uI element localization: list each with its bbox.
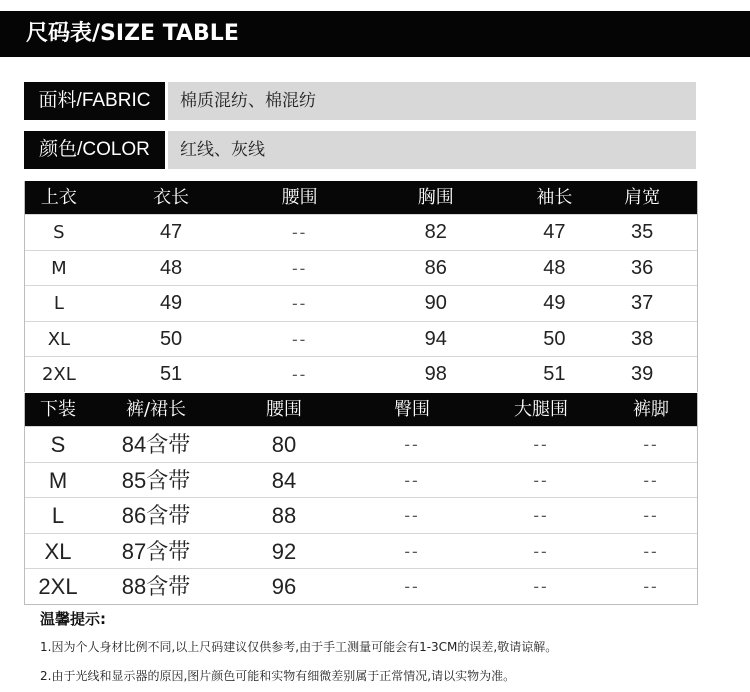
table-cell: -- [643, 506, 659, 525]
table-cell: S [50, 432, 66, 457]
table-cell: -- [292, 223, 308, 242]
header-cell: 大腿围 [514, 399, 568, 420]
header-cell: 臀围 [394, 399, 430, 420]
color-label: 颜色/COLOR [24, 131, 165, 169]
table-row [25, 462, 697, 498]
table-cell: 49 [159, 292, 183, 314]
bottom-size-table [24, 393, 698, 605]
table-row [25, 356, 697, 392]
table-cell: -- [533, 577, 549, 596]
table-cell: 82 [424, 221, 447, 243]
table-cell: 88 [271, 503, 297, 528]
table-cell: S [53, 222, 65, 243]
table-cell: -- [643, 541, 659, 561]
table-row [25, 497, 697, 533]
table-cell: 37 [631, 292, 654, 314]
table-row [25, 214, 697, 250]
table-cell: XL [47, 328, 71, 350]
table-cell: -- [404, 577, 420, 596]
table-cell: L [53, 293, 64, 314]
header-cell: 袖长 [536, 187, 573, 208]
table-row [25, 533, 697, 569]
table-cell: -- [533, 506, 549, 525]
table-cell: -- [292, 329, 308, 349]
header-cell: 上衣 [40, 187, 77, 208]
fabric-label: 面料/FABRIC [24, 82, 165, 120]
table-cell: L [51, 503, 65, 528]
header-cell: 胸围 [417, 187, 454, 208]
fabric-value: 棉质混纺、棉混纺 [168, 82, 696, 120]
table-cell: -- [643, 577, 659, 596]
header-cell: 腰围 [266, 399, 302, 420]
table-cell: 87含带 [121, 538, 191, 564]
table-cell: 38 [631, 327, 654, 350]
table-cell: -- [533, 435, 549, 454]
table-cell: 35 [631, 221, 654, 243]
table-cell: 85含带 [121, 467, 191, 493]
table-cell: 49 [543, 292, 566, 314]
table-cell: 51 [159, 363, 183, 385]
note-item: 2.由于光线和显示器的原因,图片颜色可能和实物有细微差别属于正常情况,请以实物为准。 [40, 669, 516, 683]
header-cell: 下装 [40, 399, 76, 420]
table-cell: -- [404, 541, 420, 561]
table-cell: -- [292, 294, 308, 313]
header-cell: 肩宽 [624, 187, 661, 208]
table-cell: 84 [271, 467, 297, 493]
table-row [25, 321, 697, 357]
table-cell: XL [44, 538, 72, 564]
bottom-table-header [25, 393, 697, 426]
fabric-row [24, 82, 696, 120]
table-cell: 51 [543, 363, 566, 385]
table-cell: 88含带 [121, 574, 191, 599]
table-cell: 94 [424, 327, 447, 350]
header-cell: 衣长 [153, 187, 190, 208]
table-cell: 50 [159, 327, 183, 350]
table-cell: -- [404, 506, 420, 525]
table-cell: M [51, 257, 67, 279]
table-cell: -- [404, 470, 420, 490]
table-cell: 98 [424, 363, 447, 385]
top-table-header [25, 181, 697, 214]
table-cell: M [48, 467, 68, 493]
table-row [25, 568, 697, 604]
table-cell: -- [292, 258, 308, 278]
notes-title: 温馨提示: [40, 610, 106, 628]
note-item: 1.因为个人身材比例不同,以上尺码建议仅供参考,由于手工测量可能会有1-3CM的误差,敬请谅解。 [40, 640, 558, 654]
table-row [25, 250, 697, 286]
table-cell: 86 [424, 256, 447, 279]
table-cell: -- [643, 470, 659, 490]
table-cell: 2XL [38, 574, 78, 599]
page-title: 尺码表/SIZE TABLE [0, 11, 750, 57]
table-cell: -- [404, 435, 420, 454]
table-cell: 2XL [41, 364, 76, 385]
header-cell: 裤/裙长 [125, 399, 187, 420]
top-size-table [24, 181, 698, 392]
header-cell: 裤脚 [633, 399, 669, 420]
table-cell: 47 [159, 221, 183, 243]
table-cell: -- [292, 365, 308, 384]
table-cell: -- [533, 470, 549, 490]
table-cell: 90 [424, 292, 447, 314]
header-cell: 腰围 [281, 187, 318, 208]
table-cell: 84含带 [121, 432, 191, 457]
table-row [25, 426, 697, 462]
table-cell: 39 [631, 363, 654, 385]
color-value: 红线、灰线 [168, 131, 696, 169]
table-cell: 48 [159, 256, 183, 279]
table-cell: -- [643, 435, 659, 454]
table-cell: 50 [543, 327, 566, 350]
color-row [24, 131, 696, 169]
table-row [25, 285, 697, 321]
table-cell: 47 [543, 221, 566, 243]
table-cell: 96 [271, 574, 297, 599]
table-cell: 92 [271, 538, 297, 564]
table-cell: 36 [631, 256, 654, 279]
table-cell: 80 [271, 432, 297, 457]
table-cell: 48 [543, 256, 566, 279]
table-cell: -- [533, 541, 549, 561]
table-cell: 86含带 [121, 503, 191, 528]
